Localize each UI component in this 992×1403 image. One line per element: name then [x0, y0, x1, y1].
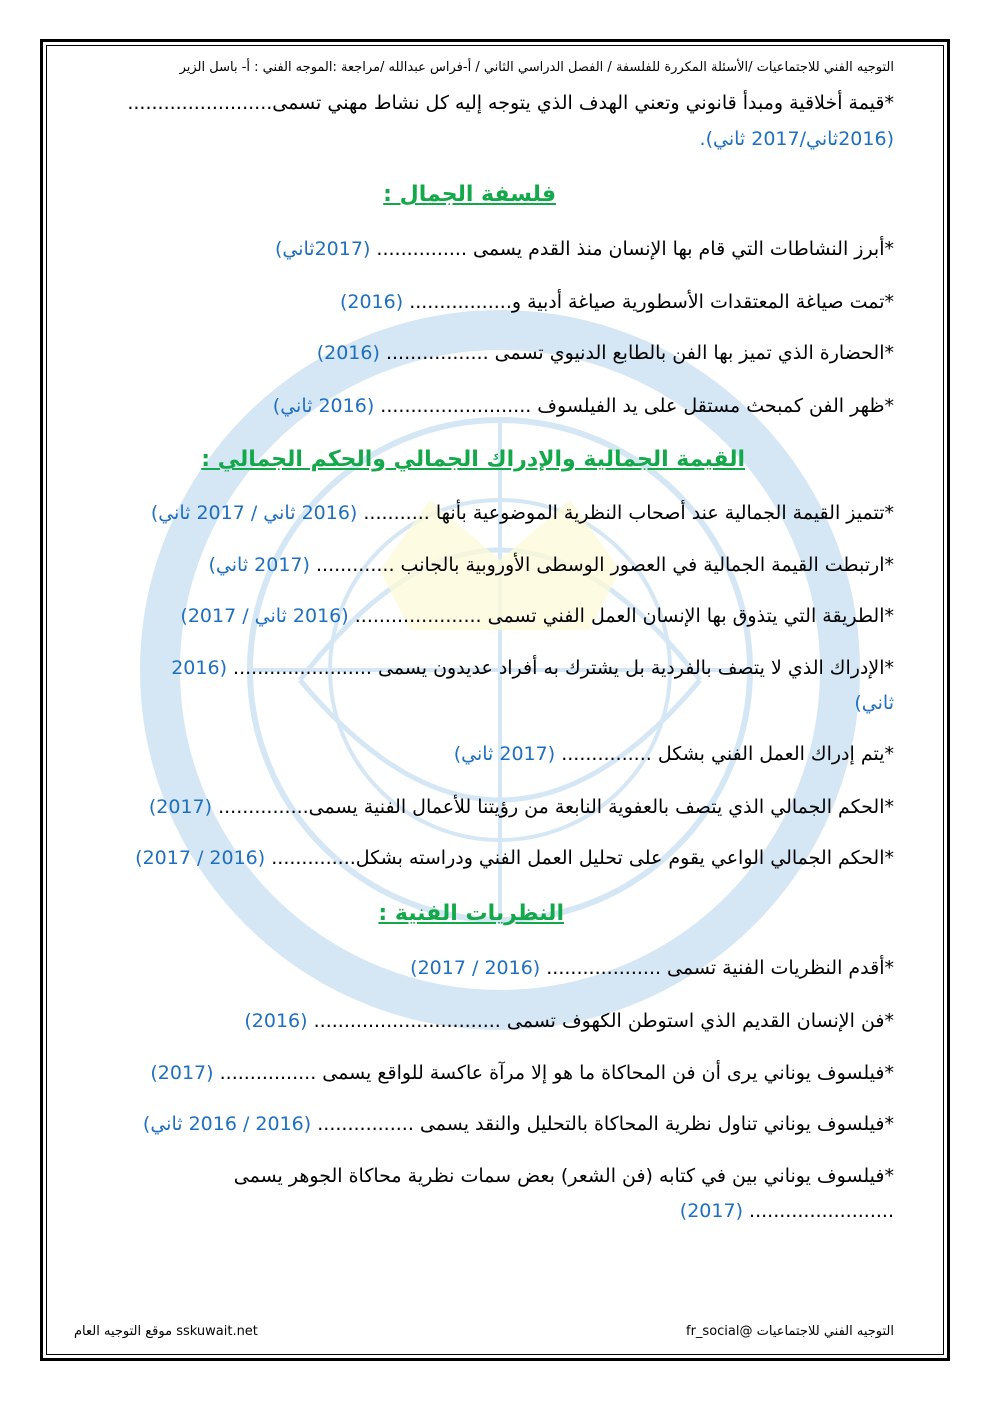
question-row	[79, 1113, 894, 1135]
question-row-cont	[79, 1200, 894, 1222]
question-ref: (2016 ثاني / 2017 ثاني)	[150, 502, 358, 524]
question-ref: (2016ثاني/2017 ثاني).	[699, 128, 894, 150]
question-text: *أبرز النشاطات التي قام بها الإنسان منذ القدم يسمى ...............	[376, 238, 894, 260]
question-text: *فيلسوف يوناني تناول نظرية المحاكاة بالتحليل والنقد يسمى ................	[317, 1113, 894, 1135]
question-text: *الحكم الجمالي الذي يتصف بالعفوية النابعة من رؤيتنا للأعمال الفنية يسمى...............	[218, 796, 894, 818]
question-ref: (2016)	[244, 1010, 308, 1032]
question-row	[79, 502, 894, 524]
question-ref: (2017ثاني)	[274, 238, 371, 260]
question-text: *تمت صياغة المعتقدات الأسطورية صياغة أدبية و.................	[409, 291, 894, 313]
question-row	[79, 657, 894, 679]
question-text: *ظهر الفن كمبحث مستقل على يد الفيلسوف .........................	[380, 395, 894, 417]
question-row	[79, 342, 894, 364]
question-row-cont	[79, 692, 894, 714]
page-header: التوجيه الفني للاجتماعيات /الأسئلة المكررة للفلسفة / الفصل الدراسي الثاني / أ-فراس عبدالله /مراجعة :الموجه الفني : أ- باسل الزير	[179, 60, 894, 75]
footer-social: التوجيه الفني للاجتماعيات @fr_social	[686, 1324, 894, 1339]
section-title-art-theories: النظريات الفنية :	[378, 901, 564, 926]
question-row	[79, 395, 894, 417]
intro-question	[79, 92, 894, 114]
question-text: *ارتبطت القيمة الجمالية في العصور الوسطى الأوروبية بالجانب .............	[315, 554, 894, 576]
question-row	[79, 796, 894, 818]
question-ref: (2017)	[150, 1062, 214, 1084]
question-row	[79, 1165, 894, 1187]
question-row	[79, 238, 894, 260]
footer-website[interactable]: sskuwait.net موقع التوجيه العام	[74, 1324, 258, 1339]
question-row	[79, 957, 894, 979]
question-text: *الإدراك الذي لا يتصف بالفردية بل يشترك به أفراد عديدون يسمى .......................	[233, 657, 894, 679]
question-text: *يتم إدراك العمل الفني بشكل ...............	[561, 743, 894, 765]
question-row	[79, 743, 894, 765]
question-text: *تتميز القيمة الجمالية عند أصحاب النظرية الموضوعية بأنها ...........	[363, 502, 894, 524]
question-ref: (2016)	[316, 342, 380, 364]
question-text: *الحضارة الذي تميز بها الفن بالطابع الدنيوي تسمى .................	[385, 342, 894, 364]
question-text: *الحكم الجمالي الواعي يقوم على تحليل العمل الفني ودراسته بشكل..............	[271, 847, 894, 869]
question-ref: (2017)	[679, 1200, 743, 1222]
question-ref: (2017 ثاني)	[453, 743, 556, 765]
question-ref: (2016 / 2016 ثاني)	[142, 1113, 312, 1135]
question-row	[79, 1010, 894, 1032]
question-text-cont: ........................	[749, 1200, 894, 1222]
question-ref: (2016 ثاني / 2017)	[180, 605, 349, 627]
question-text: *قيمة أخلاقية ومبدأ قانوني وتعني الهدف الذي يتوجه إليه كل نشاط مهني تسمى........................	[127, 92, 894, 114]
question-ref-cont: ثاني)	[854, 692, 894, 714]
question-row	[79, 291, 894, 313]
question-text: *فيلسوف يوناني بين في كتابه (فن الشعر) بعض سمات نظرية محاكاة الجوهر يسمى	[233, 1165, 894, 1187]
question-ref: (2016	[171, 657, 227, 679]
section-title-aesthetics: فلسفة الجمال :	[383, 182, 556, 207]
question-ref: (2017)	[148, 796, 213, 818]
question-text: *فن الإنسان القديم الذي استوطن الكهوف تسمى ...............................	[313, 1010, 894, 1032]
section-title-aesthetic-value: القيمة الجمالية والإدراك الجمالي والحكم الجمالي :	[201, 447, 745, 472]
question-text: *فيلسوف يوناني يرى أن فن المحاكاة ما هو إلا مرآة عاكسة للواقع يسمى ................	[219, 1062, 894, 1084]
question-ref: (2017 ثاني)	[208, 554, 310, 576]
question-text: *الطريقة التي يتذوق بها الإنسان العمل الفني تسمى .....................	[354, 605, 894, 627]
question-row	[79, 605, 894, 627]
question-row	[79, 847, 894, 869]
question-text: *أقدم النظريات الفنية تسمى ...................	[546, 957, 894, 979]
question-row	[79, 1062, 894, 1084]
intro-ref-line	[79, 128, 894, 150]
question-row	[79, 554, 894, 576]
question-ref: (2016 / 2017)	[135, 847, 266, 869]
question-ref: (2016 ثاني)	[272, 395, 375, 417]
question-ref: (2016)	[339, 291, 404, 313]
question-ref: (2016 / 2017)	[410, 957, 541, 979]
